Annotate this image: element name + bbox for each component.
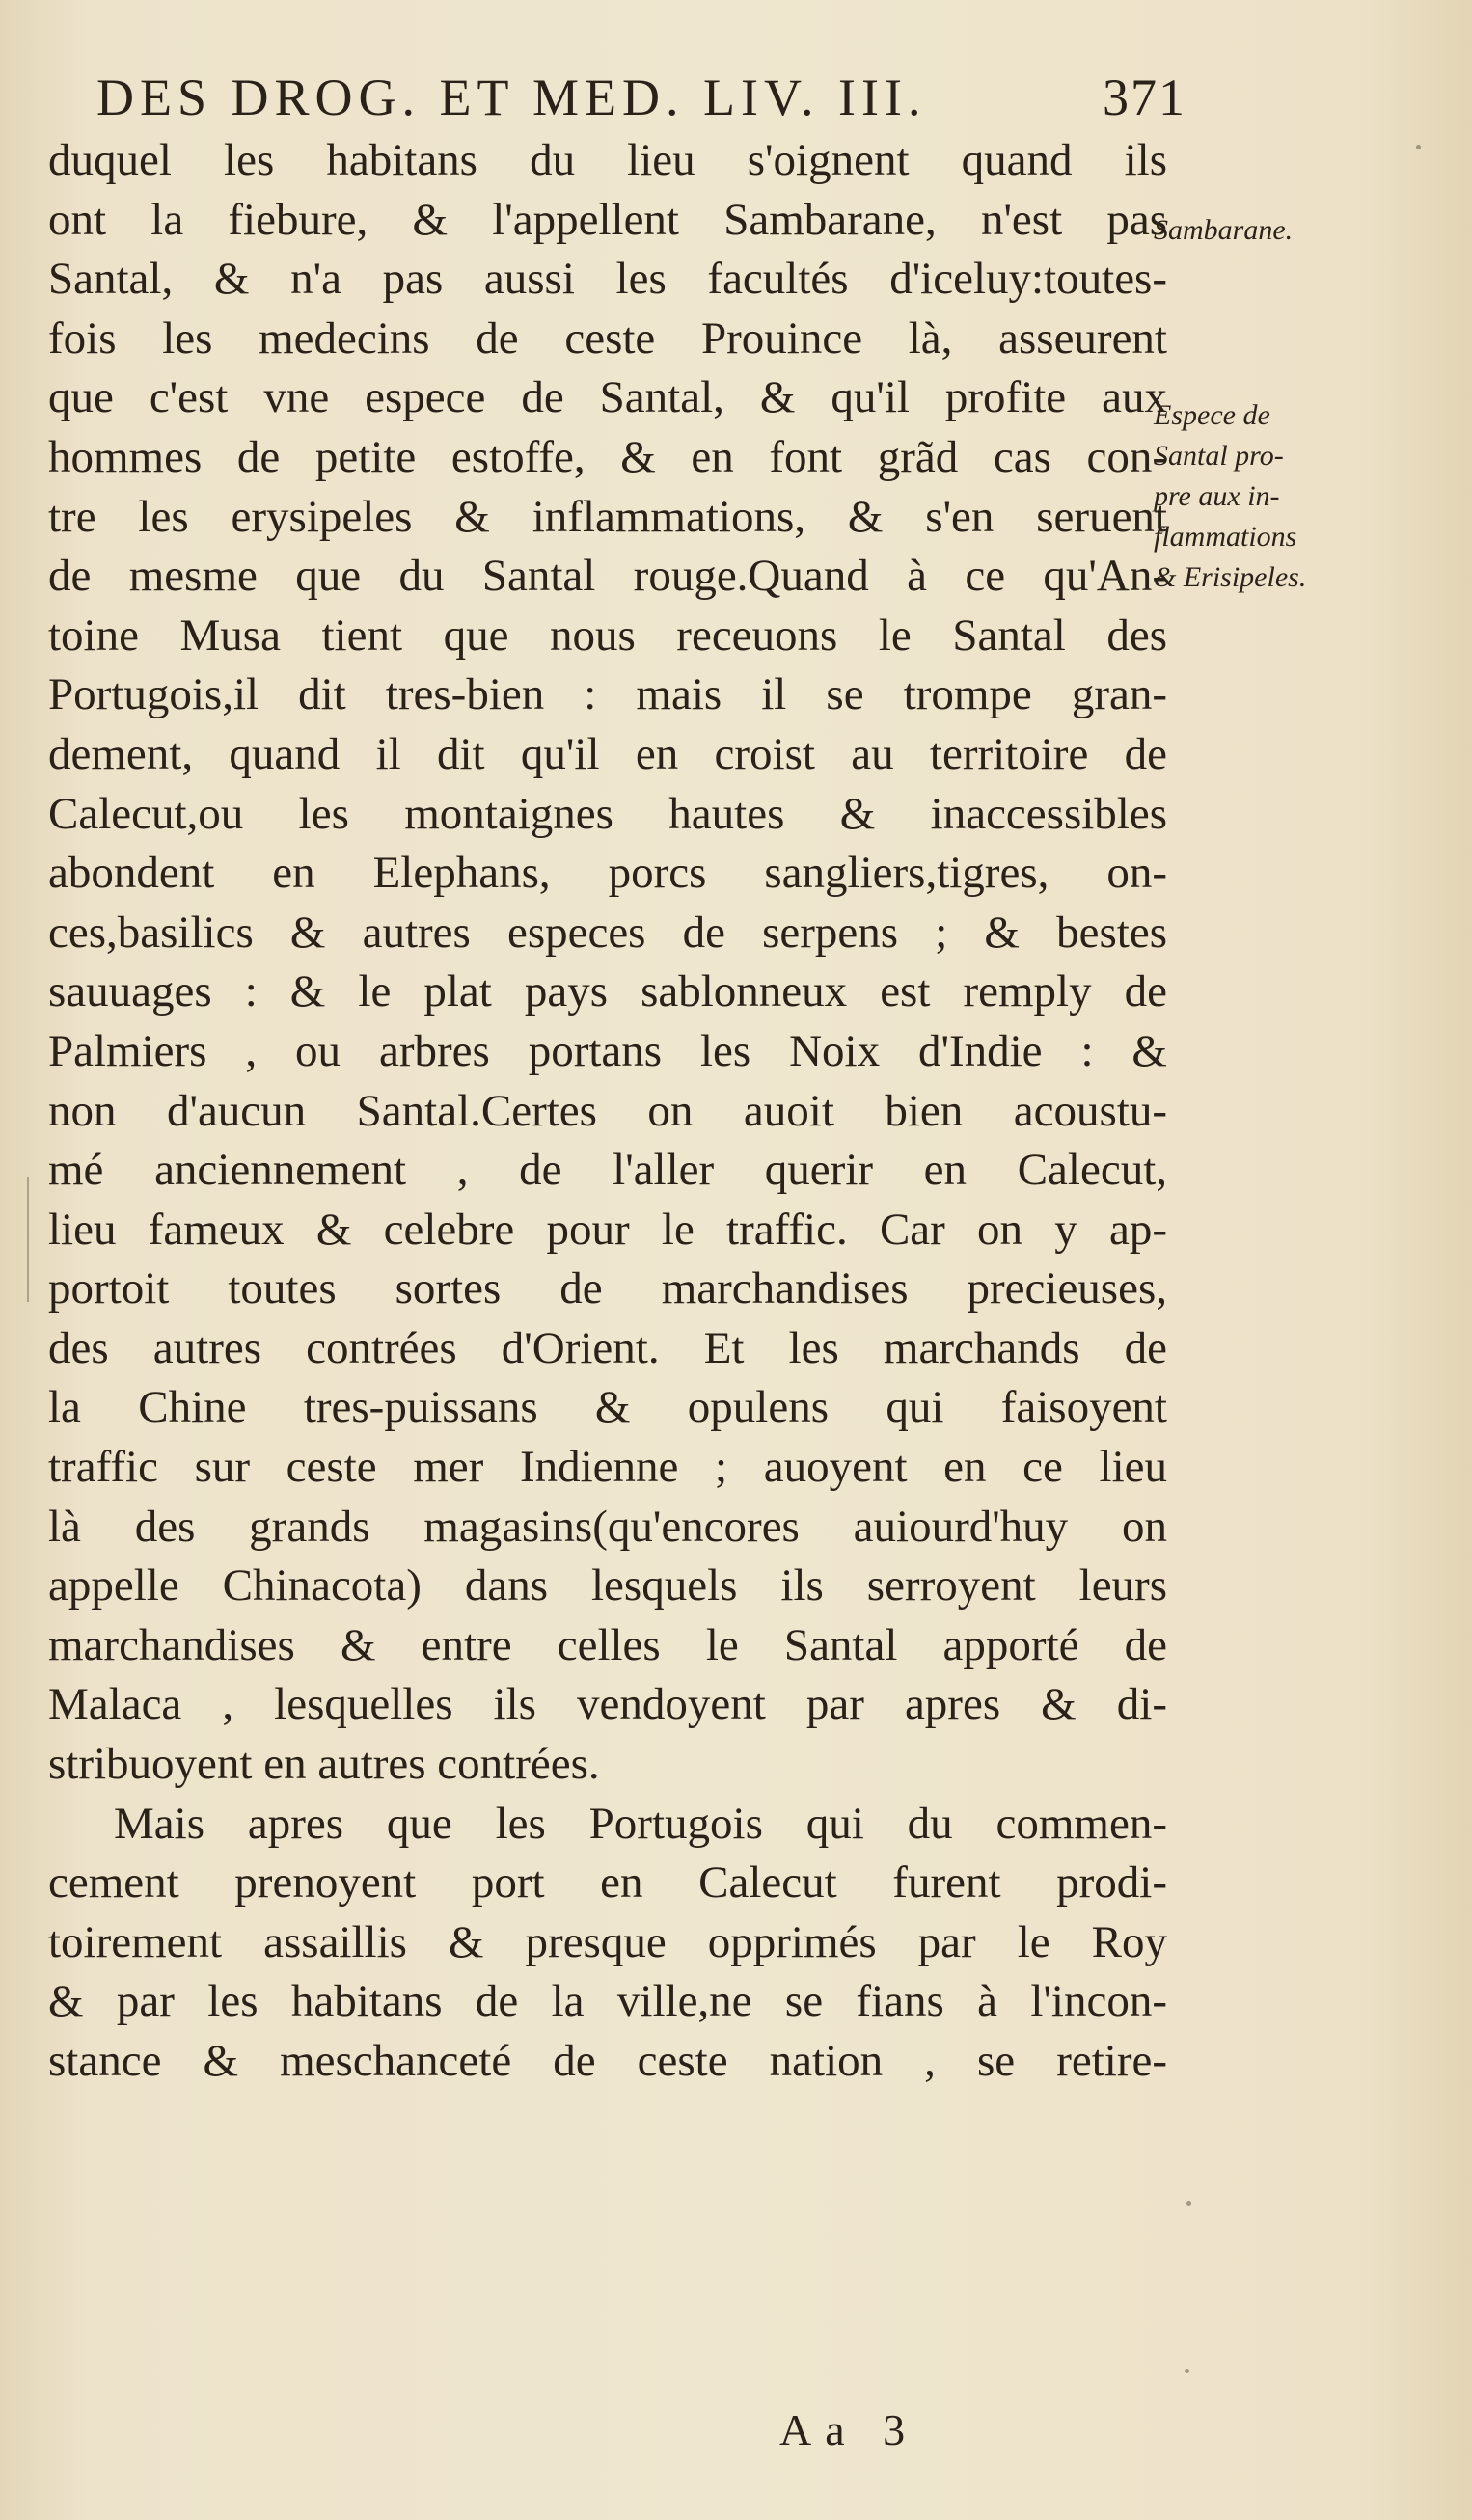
text-line: ces,basilics & autres especes de serpens ; & bestes — [48, 907, 1167, 958]
text-line: Mais apres que les Portugois qui du commen- — [114, 1798, 1167, 1849]
page-number: 371 — [1103, 68, 1186, 126]
text-line: portoit toutes sortes de marchandises precieuses, — [48, 1263, 1167, 1314]
text-line: marchandises & entre celles le Santal apporté de — [48, 1619, 1167, 1670]
text-line: mé anciennement , de l'aller querir en Calecut, — [48, 1145, 1167, 1196]
text-line: sauuages : & le plat pays sablonneux est remply de — [48, 966, 1167, 1017]
text-line: là des grands magasins(qu'encores auiourd'huy on — [48, 1501, 1167, 1552]
text-line: dement, quand il dit qu'il en croist au territoire de — [48, 728, 1167, 779]
margin-rule — [27, 1177, 29, 1302]
ink-speck — [1416, 145, 1421, 149]
text-line: de mesme que du Santal rouge.Quand à ce qu'An- — [48, 551, 1167, 602]
sidenote-line: Sambarane. — [1154, 214, 1294, 246]
text-line: duquel les habitans du lieu s'oignent quand ils — [48, 135, 1167, 185]
signature-mark: Aa 3 — [779, 2405, 919, 2454]
sidenote-line: Espece de — [1154, 399, 1270, 431]
text-line: hommes de petite estoffe, & en font grãd cas con- — [48, 431, 1167, 482]
sidenote-line: pre aux in- — [1154, 480, 1280, 512]
text-line: non d'aucun Santal.Certes on auoit bien acoustu- — [48, 1085, 1167, 1136]
text-line: cement prenoyent port en Calecut furent prodi- — [48, 1857, 1167, 1909]
text-line: Santal, & n'a pas aussi les facultés d'iceluy:toutes- — [48, 254, 1167, 305]
text-line: que c'est vne espece de Santal, & qu'il profite aux — [48, 372, 1167, 423]
text-line: traffic sur ceste mer Indienne ; auoyent en ce lieu — [48, 1442, 1167, 1493]
text-line: toirement assaillis & presque opprimés par le Roy — [48, 1916, 1167, 1967]
text-line: la Chine tres-puissans & opulens qui faisoyent — [48, 1382, 1167, 1433]
ink-speck — [1185, 2369, 1189, 2373]
body-text — [48, 131, 1167, 2092]
sidenote-espece-de-santal — [1154, 395, 1462, 598]
sidenote-sambarane — [1154, 210, 1462, 251]
text-line: lieu fameux & celebre pour le traffic. Car on y ap- — [48, 1204, 1167, 1255]
text-line: Calecut,ou les montaignes hautes & inaccessibles — [48, 788, 1167, 839]
text-line: stribuoyent en autres contrées. — [48, 1739, 600, 1790]
text-line: Palmiers , ou arbres portans les Noix d'Indie : & — [48, 1025, 1167, 1076]
sidenote-line: flammations — [1154, 521, 1297, 553]
sidenote-line: Santal pro- — [1154, 440, 1284, 472]
text-line: abondent en Elephans, porcs sangliers,tigres, on- — [48, 848, 1167, 899]
text-line: stance & meschanceté de ceste nation , se retire- — [48, 2036, 1167, 2086]
text-line: des autres contrées d'Orient. Et les marchands de — [48, 1322, 1167, 1373]
text-line: appelle Chinacota) dans lesquels ils serroyent leurs — [48, 1560, 1167, 1612]
text-line: & par les habitans de la ville,ne se fians à l'incon- — [48, 1976, 1167, 2027]
text-line: Malaca , lesquelles ils vendoyent par apres & di- — [48, 1679, 1167, 1730]
text-line: ont la fiebure, & l'appellent Sambarane, n'est pas — [48, 194, 1167, 245]
sidenote-line: & Erisipeles. — [1154, 561, 1307, 593]
text-line: fois les medecins de ceste Prouince là, asseurent — [48, 312, 1167, 364]
text-line: tre les erysipeles & inflammations, & s'en seruent — [48, 491, 1167, 542]
running-header — [96, 64, 1186, 131]
ink-speck — [1186, 2201, 1191, 2206]
running-title: DES DROG. ET MED. LIV. III. — [96, 68, 927, 126]
text-line: toine Musa tient que nous receuons le Santal des — [48, 610, 1167, 661]
text-line: Portugois,il dit tres-bien : mais il se trompe gran- — [48, 669, 1167, 720]
